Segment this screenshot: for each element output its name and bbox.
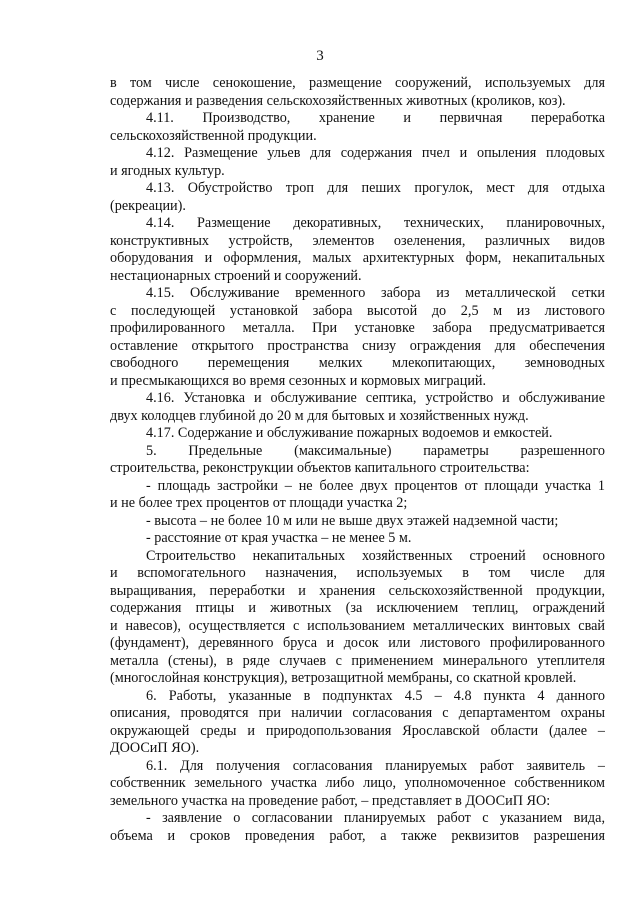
text-line: описания, проводятся при наличии согласования с департаментом охраны [110, 705, 605, 721]
text-line: оставление открытого пространства снизу ограждения для обеспечения [110, 337, 605, 354]
text-line: (рекреации). [110, 197, 186, 214]
text-line: двух колодцев глубиной до 20 м для бытовых и хозяйственных нужд. [110, 407, 529, 424]
text-line: и навесов), осуществляется с использованием металлических винтовых свай [110, 617, 605, 634]
page-number: 3 [316, 48, 324, 64]
text-line: оборудования и оформления, малых архитектурных форм, некапитальных [110, 250, 605, 266]
text-line: - расстояние от края участка – не менее 5 м. [146, 530, 412, 546]
text-line: нестационарных строений и сооружений. [110, 267, 362, 284]
text-line: и пресмыкающихся во время сезонных и кормовых миграций. [110, 372, 487, 389]
text-line: выращивания, переработки и хранения сельскохозяйственной продукции, [110, 582, 605, 599]
text-line: (многослойная конструкция), ветрозащитной мембраны, со скатной кровлей. [110, 670, 577, 686]
text-line: ДООСиП ЯО). [110, 740, 200, 756]
text-line: окружающей среды и природопользования Ярославской области (далее – [110, 722, 605, 739]
document-body [110, 75, 605, 845]
text-line: 5. Предельные (максимальные) параметры разрешенного [146, 442, 605, 459]
text-line: и не более трех процентов от площади участка 2; [110, 495, 408, 511]
text-line: Строительство некапитальных хозяйственных строений основного [146, 547, 605, 564]
text-line: металла (стены), в ряде случаев с применением минерального утеплителя [110, 652, 605, 669]
text-line: - площадь застройки – не более двух процентов от площади участка 1 [146, 477, 605, 494]
text-line: 4.17. Содержание и обслуживание пожарных водоемов и емкостей. [146, 425, 553, 441]
text-line: содержания птицы и животных (за исключением теплиц, ограждений [110, 600, 605, 616]
text-line: собственник земельного участка либо лицо, уполномоченное собственником [110, 775, 605, 791]
text-line: 4.16. Установка и обслуживание септика, устройство и обслуживание [146, 390, 605, 406]
text-line: 6.1. Для получения согласования планируемых работ заявитель – [146, 757, 605, 774]
text-line: содержания и разведения сельскохозяйственных животных (кроликов, коз). [110, 92, 566, 109]
text-line: 4.14. Размещение декоративных, технических, планировочных, [146, 215, 605, 231]
text-line: с последующей установкой забора высотой до 2,5 м из листового [110, 302, 605, 319]
text-line: объема и сроков проведения работ, а также реквизитов разрешения [110, 827, 605, 844]
text-line: профилированного металла. При установке забора предусматривается [110, 320, 605, 336]
text-line: 4.12. Размещение ульев для содержания пчел и опыления плодовых [146, 145, 605, 161]
text-line: 4.13. Обустройство троп для пеших прогулок, мест для отдыха [146, 180, 605, 196]
text-line: строительства, реконструкции объектов капитального строительства: [110, 460, 530, 476]
text-line: земельного участка на проведение работ, – представляет в ДООСиП ЯО: [110, 792, 551, 809]
text-line: (фундамент), деревянного бруса и досок или листового профилированного [110, 635, 605, 651]
text-line: 4.11. Производство, хранение и первичная переработка [146, 110, 605, 126]
text-line: конструктивных устройств, элементов озеленения, различных видов [110, 232, 605, 249]
text-line: 6. Работы, указанные в подпунктах 4.5 – 4.8 пункта 4 данного [146, 687, 605, 704]
text-line: свободного перемещения мелких млекопитающих, земноводных [110, 355, 605, 371]
text-line: и вспомогательного назначения, используемых в том числе для [110, 565, 605, 581]
text-line: - высота – не более 10 м или не выше двух этажей надземной части; [146, 512, 559, 529]
text-line: в том числе сенокошение, размещение сооружений, используемых для [110, 75, 605, 91]
text-line: 4.15. Обслуживание временного забора из металлической сетки [146, 285, 605, 301]
text-line: сельскохозяйственной продукции. [110, 127, 317, 144]
text-line: - заявление о согласовании планируемых работ с указанием вида, [146, 810, 605, 826]
text-line: и ягодных культур. [110, 162, 225, 179]
